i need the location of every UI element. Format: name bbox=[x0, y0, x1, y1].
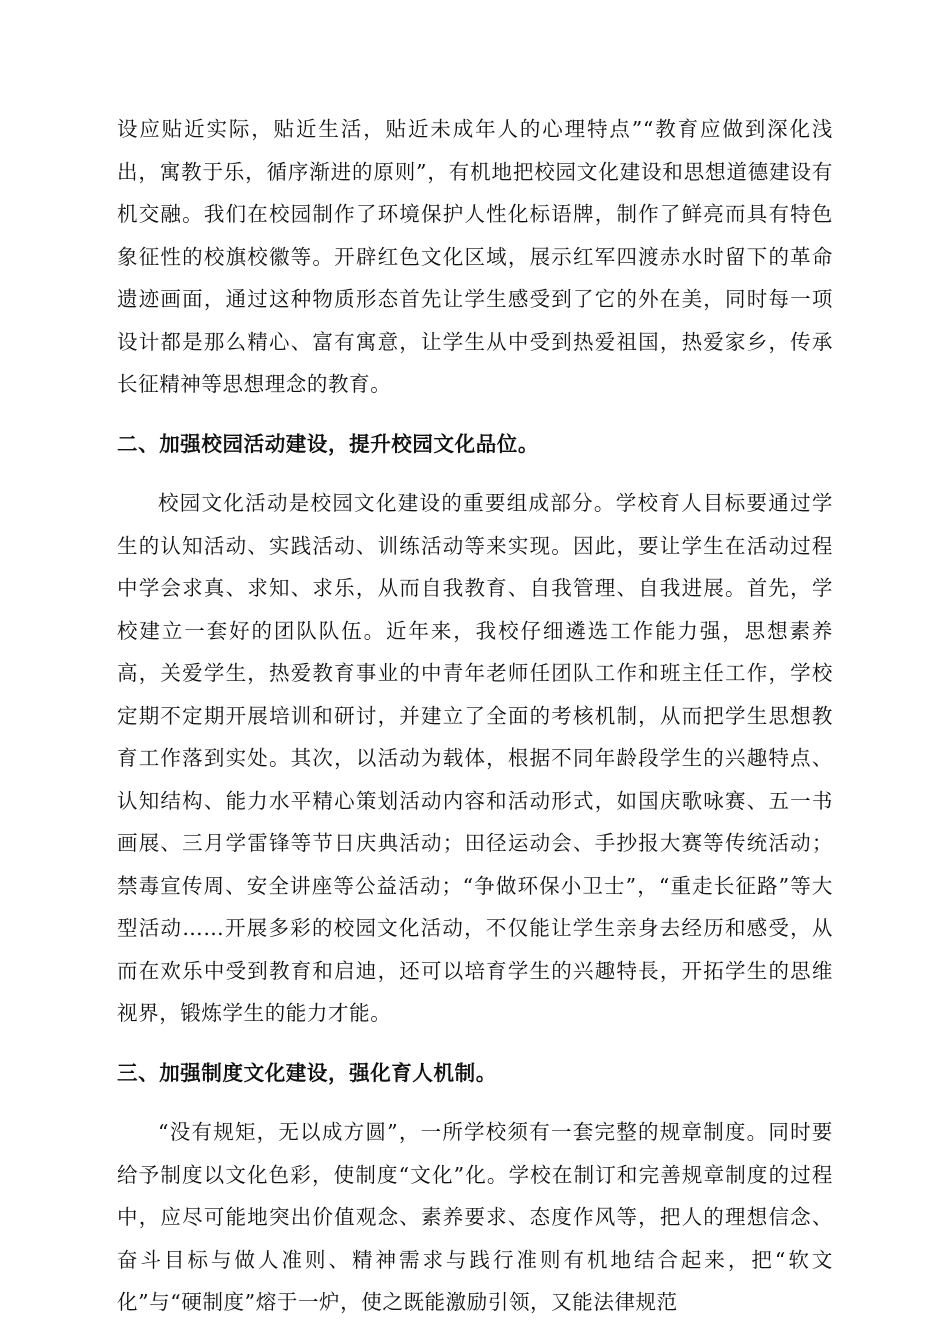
paragraph-campus-environment: 设应贴近实际，贴近生活，贴近未成年人的心理特点”“教育应做到深化浅出，寓教于乐，循序渐进的原则”，有机地把校园文化建设和思想道德建设有机交融。我们在校园制作了环境保护人性化标语牌，制作了鲜亮而具有特色象征性的校旗校徽等。开辟红色文化区域，展示红军四渡赤水时留下的革命遗迹画面，通过这种物质形态首先让学生感受到了它的外在美，同时每一项设计都是那么精心、富有寓意，让学生从中受到热爱祖国，热爱家乡，传承长征精神等思想理念的教育。 bbox=[117, 117, 833, 396]
document-body bbox=[117, 108, 833, 1324]
section-heading-activities: 二、加强校园活动建设，提升校园文化品位。 bbox=[117, 431, 539, 456]
paragraph-campus-activities: 校园文化活动是校园文化建设的重要组成部分。学校育人目标要通过学生的认知活动、实践活动、训练活动等来实现。因此，要让学生在活动过程中学会求真、求知、求乐，从而自我教育、自我管理、自我进展。首先，学校建立一套好的团队队伍。近年来，我校仔细遴选工作能力强，思想素养高，关爱学生，热爱教育事业的中青年老师任团队工作和班主任工作，学校定期不定期开展培训和研讨，并建立了全面的考核机制，从而把学生思想教育工作落到实处。其次，以活动为载体，根据不同年龄段学生的兴趣特点、认知结构、能力水平精心策划活动内容和活动形式，如国庆歌咏赛、五一书画展、三月学雷锋等节日庆典活动；田径运动会、手抄报大赛等传统活动；禁毒宣传周、安全讲座等公益活动；“争做环保小卫士”，“重走长征路”等大型活动……开展多彩的校园文化活动，不仅能让学生亲身去经历和感受，从而在欢乐中受到教育和启迪，还可以培育学生的兴趣特長，开拓学生的思维视界，锻炼学生的能力才能。 bbox=[117, 491, 833, 1025]
paragraph-institution-culture: “没有规矩，无以成方圆”，一所学校须有一套完整的规章制度。同时要给予制度以文化色彩，使制度“文化”化。学校在制订和完善规章制度的过程中，应尽可能地突出价值观念、素养要求、态度作风等，把人的理想信念、奋斗目标与做人准则、精神需求与践行准则有机地结合起来，把“软文化”与“硬制度”熔于一炉，使之既能激励引领，又能法律规范 bbox=[117, 1120, 833, 1314]
section-heading-institutions: 三、加强制度文化建设，强化育人机制。 bbox=[117, 1060, 497, 1085]
